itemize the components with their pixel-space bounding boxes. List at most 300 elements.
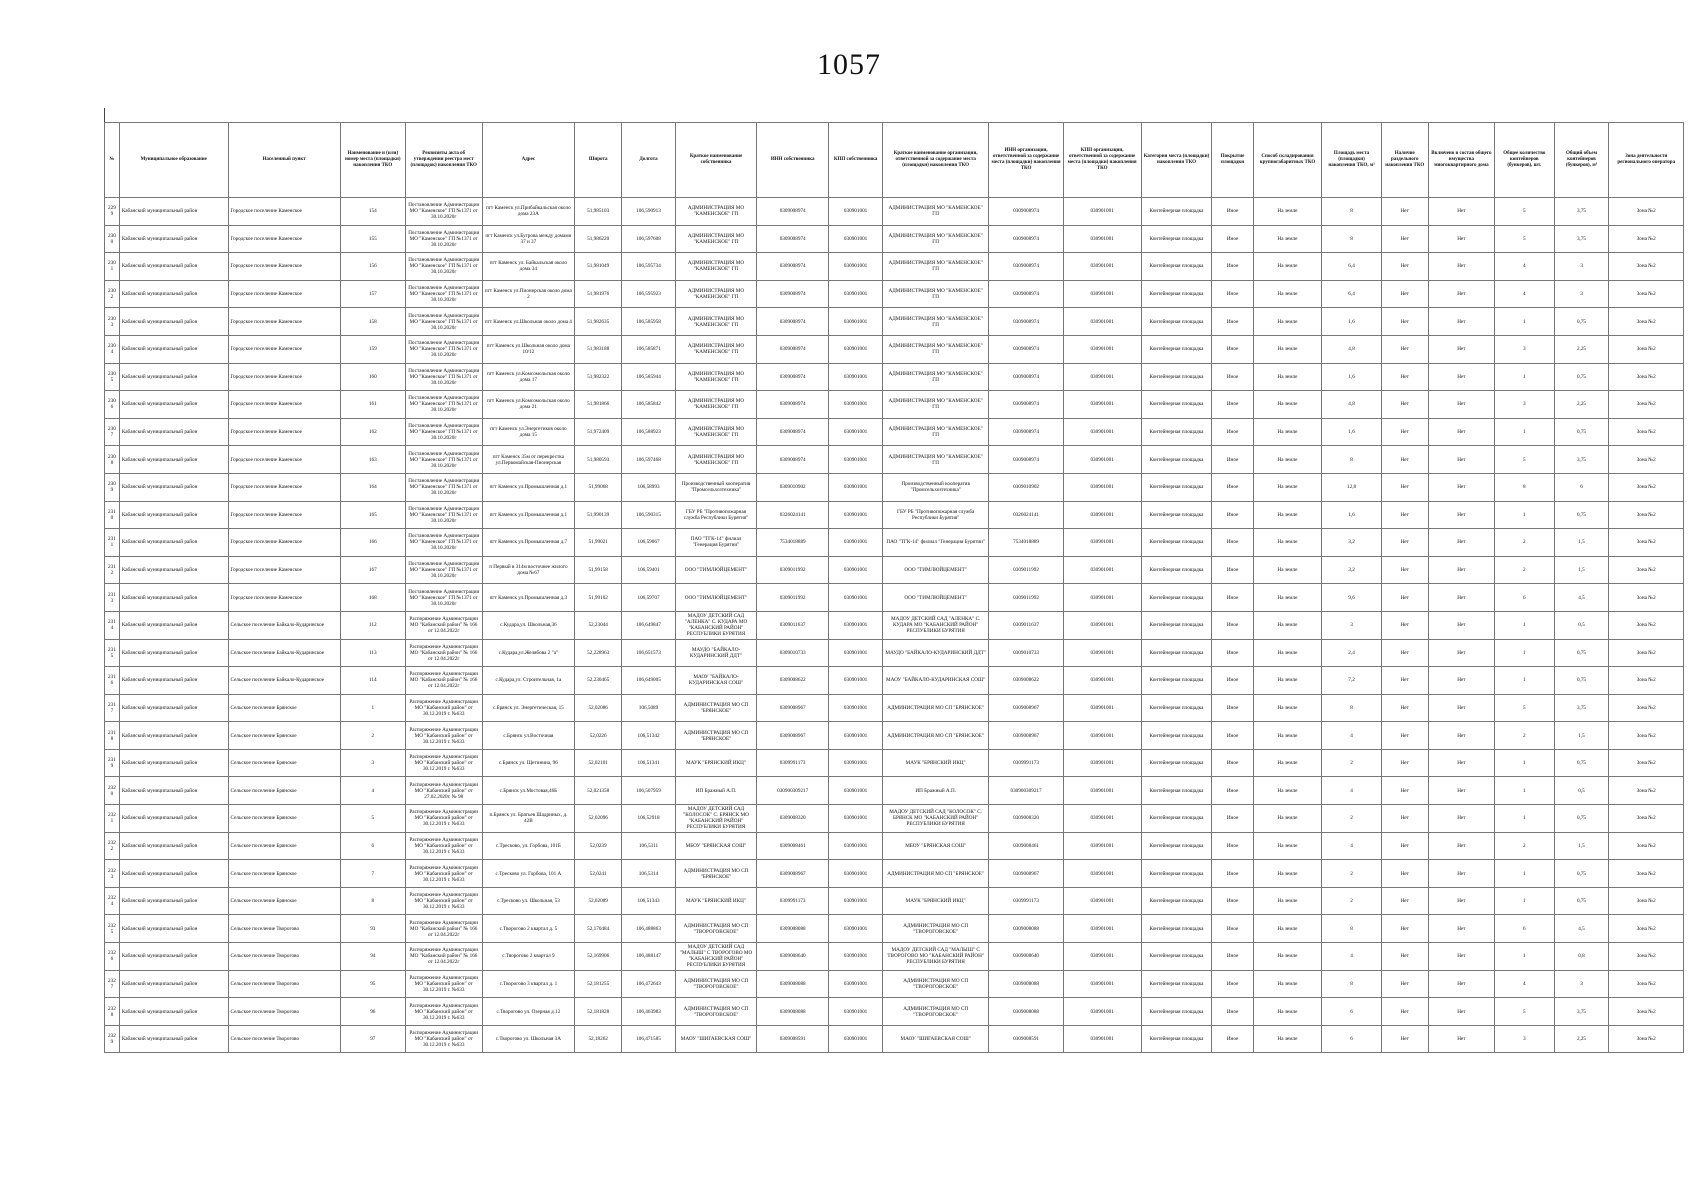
table-cell: Кабанский муниципальный район (119, 832, 228, 860)
table-cell: ООО "ТИМЛЮЙЦЕМЕНТ" (882, 556, 988, 584)
table-cell: 030901001 (829, 501, 883, 529)
table-cell: 2,4 (1322, 639, 1381, 667)
table-cell: 030901001 (829, 970, 883, 998)
table-cell: Постановление Администрации МО "Каменское" ГП №1371 от 30.10.2020г (405, 198, 482, 226)
table-cell: МБОУ "БРЯНСКАЯ СОШ" (675, 832, 756, 860)
table-cell: 106,651573 (622, 639, 676, 667)
table-cell: 1 (1495, 887, 1554, 915)
table-row (105, 970, 1684, 998)
column-header: ИНН организации, ответственной за содержание места (площадки) накопления ТКО (989, 123, 1063, 198)
table-cell: Контейнерная площадка (1141, 860, 1212, 888)
table-cell: Контейнерная площадка (1141, 198, 1212, 226)
table-cell: Зона №2 (1609, 749, 1684, 777)
table-cell: 52,169906 (575, 943, 622, 971)
table-cell: 2328 (105, 998, 120, 1026)
table-cell: 0,75 (1554, 805, 1609, 833)
table-cell: На земле (1253, 915, 1322, 943)
table-cell: Контейнерная площадка (1141, 777, 1212, 805)
table-cell: 106,471585 (622, 1025, 676, 1053)
table-cell: 2314 (105, 611, 120, 639)
table-cell: 106,52918 (622, 805, 676, 833)
table-cell: Иное (1212, 335, 1253, 363)
table-cell: МАОУ "БАЙКАЛО-КУДАРИНСКАЯ СОШ" (882, 667, 988, 695)
table-cell: 030901001 (1063, 198, 1141, 226)
table-cell: Иное (1212, 391, 1253, 419)
table-cell: 030901001 (829, 363, 883, 391)
table-cell: Сельское поселение Творогово (228, 943, 340, 971)
table-cell: 2 (340, 722, 405, 750)
table-cell: 97 (340, 1025, 405, 1053)
table-cell: 030900309217 (989, 777, 1063, 805)
table-cell: МАДОУ ДЕТСКИЙ САД "МАЛЫШ" С ТВОРОГОВО МО "КАБАНСКИЙ РАЙОН" РЕСПУБЛИКИ БУРЯТИЯ (675, 943, 756, 971)
table-cell: АДМИНИСТРАЦИЯ МО "КАМЕНСКОЕ" ГП (882, 280, 988, 308)
table-cell: 1,5 (1554, 556, 1609, 584)
table-cell: АДМИНИСТРАЦИЯ МО "КАМЕНСКОЕ" ГП (675, 335, 756, 363)
table-cell: с.Брянск ул.Восточная (482, 722, 575, 750)
table-row (105, 860, 1684, 888)
table-row (105, 749, 1684, 777)
table-cell: Контейнерная площадка (1141, 998, 1212, 1026)
table-cell: АДМИНИСТРАЦИЯ МО СП "ТВОРОГОВСКОЕ" (675, 915, 756, 943)
table-cell: 030901001 (1063, 998, 1141, 1026)
table-cell: 030901001 (1063, 887, 1141, 915)
table-cell: 0309011992 (989, 584, 1063, 612)
table-cell: МАУДО "БАЙКАЛО-КУДАРИНСКИЙ ДДТ" (882, 639, 988, 667)
table-cell: 0309008967 (757, 722, 829, 750)
table-cell: 2304 (105, 335, 120, 363)
table-cell: Контейнерная площадка (1141, 556, 1212, 584)
table-cell: Сельское поселение Байкало-Кударинское (228, 667, 340, 695)
table-cell: пгт Каменск ул.Школьная около дома 4 (482, 308, 575, 336)
table-cell: МАУК "БРЯНСКИЙ ИКЦ" (675, 887, 756, 915)
table-cell: АДМИНИСТРАЦИЯ МО "КАМЕНСКОЕ" ГП (882, 391, 988, 419)
table-cell: Контейнерная площадка (1141, 335, 1212, 363)
table-cell: На земле (1253, 943, 1322, 971)
table-cell: 0309008461 (989, 832, 1063, 860)
table-cell: 0309008974 (757, 198, 829, 226)
table-cell: На земле (1253, 446, 1322, 474)
table-cell: 0309008622 (757, 667, 829, 695)
table-cell: 3,75 (1554, 694, 1609, 722)
table-cell: 9,6 (1322, 584, 1381, 612)
table-row (105, 1025, 1684, 1053)
table-cell: 106,588923 (622, 418, 676, 446)
table-cell: 52,02086 (575, 694, 622, 722)
table-cell: ООО "ТИМЛЮЙЦЕМЕНТ" (675, 584, 756, 612)
table-cell: Иное (1212, 860, 1253, 888)
table-cell: Городское поселение Каменское (228, 446, 340, 474)
table-cell: 2318 (105, 722, 120, 750)
table-cell: 1 (1495, 501, 1554, 529)
table-cell: МБОУ "БРЯНСКАЯ СОШ" (882, 832, 988, 860)
column-header: Категория места (площадки) накопления ТКО (1141, 123, 1212, 198)
table-cell: Нет (1381, 391, 1428, 419)
table-cell: Кабанский муниципальный район (119, 225, 228, 253)
table-cell: АДМИНИСТРАЦИЯ МО "КАМЕНСКОЕ" ГП (675, 446, 756, 474)
table-cell: Нет (1428, 198, 1494, 226)
table-cell: Нет (1381, 722, 1428, 750)
table-cell: 0309008320 (989, 805, 1063, 833)
table-cell: Нет (1381, 363, 1428, 391)
table-cell: 1 (1495, 611, 1554, 639)
table-cell: 114 (340, 667, 405, 695)
table-cell: пгт Каменск 35м от перекрестка ул.Первомайская-Пионерская (482, 446, 575, 474)
table-cell: Кабанский муниципальный район (119, 280, 228, 308)
table-cell: 8 (340, 887, 405, 915)
table-cell: 7534018889 (757, 529, 829, 557)
table-cell: Сельское поселение Байкало-Кударинское (228, 639, 340, 667)
table-cell: Кабанский муниципальный район (119, 501, 228, 529)
table-cell: Зона №2 (1609, 391, 1684, 419)
table-cell: Распоряжение Администрации МО "Кабанский район" от 30.12.2019 г. №633 (405, 722, 482, 750)
table-cell: 030901001 (1063, 777, 1141, 805)
table-cell: 6 (1495, 915, 1554, 943)
table-row (105, 418, 1684, 446)
table-cell: Нет (1428, 832, 1494, 860)
table-cell: 0309008622 (989, 667, 1063, 695)
table-cell: Зона №2 (1609, 722, 1684, 750)
table-cell: 0309008591 (989, 1025, 1063, 1053)
table-cell: 2323 (105, 860, 120, 888)
table-cell: 0309008974 (989, 418, 1063, 446)
table-cell: 106,488863 (622, 915, 676, 943)
table-cell: 030901001 (829, 225, 883, 253)
table-cell: 030901001 (829, 280, 883, 308)
table-cell: Кабанский муниципальный район (119, 694, 228, 722)
table-cell: Зона №2 (1609, 943, 1684, 971)
table-cell: Зона №2 (1609, 335, 1684, 363)
table-cell: На земле (1253, 832, 1322, 860)
table-cell: 030901001 (1063, 860, 1141, 888)
table-cell: Иное (1212, 556, 1253, 584)
table-cell: Нет (1428, 473, 1494, 501)
table-cell: АДМИНИСТРАЦИЯ МО "КАМЕНСКОЕ" ГП (882, 363, 988, 391)
table-cell: Нет (1381, 887, 1428, 915)
table-cell: 030901001 (829, 777, 883, 805)
table-cell: 2322 (105, 832, 120, 860)
table-cell: 0,75 (1554, 667, 1609, 695)
table-cell: Кабанский муниципальный район (119, 611, 228, 639)
table-cell: 3 (1554, 970, 1609, 998)
table-row (105, 225, 1684, 253)
table-cell: 51,981049 (575, 253, 622, 281)
table-cell: Распоряжение Администрации МО "Кабанский район" от 30.12.2019 г. №633 (405, 998, 482, 1026)
table-cell: 0309011992 (757, 556, 829, 584)
table-cell: пгт Каменск ул.Энергетиков около дома 15 (482, 418, 575, 446)
table-cell: 030901001 (829, 998, 883, 1026)
table-cell: 3,75 (1554, 446, 1609, 474)
table-cell: Контейнерная площадка (1141, 1025, 1212, 1053)
table-cell: Нет (1381, 280, 1428, 308)
table-cell: 2313 (105, 584, 120, 612)
table-cell: 030901001 (829, 805, 883, 833)
table-cell: На земле (1253, 722, 1322, 750)
table-cell: Иное (1212, 363, 1253, 391)
table-cell: Нет (1381, 915, 1428, 943)
table-cell: 030901001 (829, 198, 883, 226)
table-cell: 030901001 (1063, 225, 1141, 253)
table-cell: 106,595923 (622, 280, 676, 308)
table-cell: Кабанский муниципальный район (119, 556, 228, 584)
table-cell: Распоряжение Администрации МО "Кабанский район" от 27.02.2020г. № 98 (405, 777, 482, 805)
table-cell: Иное (1212, 584, 1253, 612)
table-cell: 0309008974 (989, 308, 1063, 336)
table-cell: На земле (1253, 335, 1322, 363)
table-cell: 0309011992 (757, 584, 829, 612)
table-cell: 4 (1322, 943, 1381, 971)
table-cell: Нет (1381, 253, 1428, 281)
table-cell: Постановление Администрации МО "Каменское" ГП №1371 от 30.10.2020г (405, 446, 482, 474)
table-cell: АДМИНИСТРАЦИЯ МО "КАМЕНСКОЕ" ГП (675, 253, 756, 281)
table-cell: 030901001 (1063, 639, 1141, 667)
table-cell: ООО "ТИМЛЮЙЦЕМЕНТ" (882, 584, 988, 612)
table-cell: Иное (1212, 832, 1253, 860)
table-cell: 8 (1322, 225, 1381, 253)
table-cell: 0309008974 (757, 363, 829, 391)
table-cell: 6 (1322, 998, 1381, 1026)
table-cell: ИП Бражный А.П. (675, 777, 756, 805)
table-cell: 164 (340, 473, 405, 501)
table-cell: с.Кудара,ул. Школьная,36 (482, 611, 575, 639)
table-cell: 030901001 (1063, 805, 1141, 833)
table-cell: 0309011992 (989, 556, 1063, 584)
table-cell: 4 (1322, 777, 1381, 805)
table-cell: 106,507959 (622, 777, 676, 805)
table-cell: 51,972409 (575, 418, 622, 446)
table-cell: АДМИНИСТРАЦИЯ МО "КАМЕНСКОЕ" ГП (675, 363, 756, 391)
table-cell: 1,6 (1322, 363, 1381, 391)
table-cell: 93 (340, 915, 405, 943)
table-cell: Кабанский муниципальный район (119, 253, 228, 281)
table-cell: 030901001 (829, 749, 883, 777)
table-cell: 030901001 (829, 418, 883, 446)
table-cell: 112 (340, 611, 405, 639)
table-cell: 6 (1322, 1025, 1381, 1053)
table-cell: 3 (1495, 335, 1554, 363)
table-cell: На земле (1253, 1025, 1322, 1053)
table-cell: Распоряжение Администрации МО "Кабанский район" № 166 от 12.04.2022г (405, 639, 482, 667)
waste-sites-table (104, 122, 1684, 1053)
table-cell: Кабанский муниципальный район (119, 998, 228, 1026)
table-cell: 0309008088 (757, 998, 829, 1026)
table-cell: 8 (1322, 694, 1381, 722)
table-cell: Зона №2 (1609, 473, 1684, 501)
table-cell: 0,5 (1554, 611, 1609, 639)
table-cell: 4 (1495, 970, 1554, 998)
table-cell: с.Творогово ул. Школьная 3А (482, 1025, 575, 1053)
table-cell: Контейнерная площадка (1141, 915, 1212, 943)
table-cell: Зона №2 (1609, 639, 1684, 667)
table-cell: 030901001 (829, 556, 883, 584)
table-row (105, 639, 1684, 667)
table-cell: 030901001 (1063, 280, 1141, 308)
table-cell: На земле (1253, 473, 1322, 501)
table-cell: Кабанский муниципальный район (119, 363, 228, 391)
table-cell: Нет (1428, 391, 1494, 419)
table-cell: На земле (1253, 860, 1322, 888)
table-cell: АДМИНИСТРАЦИЯ МО СП "ТВОРОГОВСКОЕ" (675, 998, 756, 1026)
table-cell: Городское поселение Каменское (228, 391, 340, 419)
table-cell: 51,99021 (575, 529, 622, 557)
table-cell: Иное (1212, 198, 1253, 226)
table-cell: Нет (1381, 446, 1428, 474)
table-cell: 0309008591 (757, 1025, 829, 1053)
table-row (105, 556, 1684, 584)
table-cell: 030901001 (829, 1025, 883, 1053)
column-header: Включено в состав общего имущества многоквартирного дома (1428, 123, 1494, 198)
table-cell: Нет (1428, 335, 1494, 363)
table-cell: 2320 (105, 777, 120, 805)
table-cell: Нет (1381, 694, 1428, 722)
table-cell: Нет (1428, 915, 1494, 943)
table-cell: 0309011637 (757, 611, 829, 639)
table-cell: 030901001 (1063, 335, 1141, 363)
table-cell: Иное (1212, 749, 1253, 777)
table-cell: Кабанский муниципальный район (119, 860, 228, 888)
table-cell: 1,6 (1322, 418, 1381, 446)
table-cell: 1,5 (1554, 832, 1609, 860)
table-cell: АДМИНИСТРАЦИЯ МО "КАМЕНСКОЕ" ГП (882, 198, 988, 226)
table-cell: 2,25 (1554, 335, 1609, 363)
table-cell: Сельское поселение Творогово (228, 970, 340, 998)
table-cell: АДМИНИСТРАЦИЯ МО "КАМЕНСКОЕ" ГП (882, 225, 988, 253)
table-cell: Городское поселение Каменское (228, 253, 340, 281)
table-cell: Контейнерная площадка (1141, 943, 1212, 971)
table-cell: Зона №2 (1609, 694, 1684, 722)
table-cell: 0326024141 (757, 501, 829, 529)
table-cell: Зона №2 (1609, 446, 1684, 474)
table-cell: Иное (1212, 694, 1253, 722)
table-cell: 106,585871 (622, 335, 676, 363)
table-cell: 2319 (105, 749, 120, 777)
table-cell: 3 (1322, 611, 1381, 639)
table-cell: Постановление Администрации МО "Каменское" ГП №1371 от 30.10.2020г (405, 308, 482, 336)
table-cell: 158 (340, 308, 405, 336)
column-header: КПП собственника (829, 123, 883, 198)
table-cell: 106,585944 (622, 363, 676, 391)
table-cell: 7,2 (1322, 667, 1381, 695)
table-cell: 030901001 (1063, 722, 1141, 750)
table-cell: 52,181828 (575, 998, 622, 1026)
table-cell: На земле (1253, 667, 1322, 695)
table-cell: Зона №2 (1609, 418, 1684, 446)
table-cell: 106,595734 (622, 253, 676, 281)
table-cell: 0309010733 (989, 639, 1063, 667)
table-cell: Сельское поселение Брянское (228, 722, 340, 750)
table-cell: Нет (1381, 998, 1428, 1026)
table-cell: 3 (1495, 1025, 1554, 1053)
table-cell: 4,5 (1554, 584, 1609, 612)
table-cell: 52,0226 (575, 722, 622, 750)
column-header: Площадь места (площадки) накопления ТКО, м² (1322, 123, 1381, 198)
table-cell: 030901001 (829, 722, 883, 750)
table-cell: Нет (1428, 363, 1494, 391)
table-cell: Контейнерная площадка (1141, 280, 1212, 308)
table-cell: 106,51342 (622, 722, 676, 750)
table-cell: ИП Бражный А.П. (882, 777, 988, 805)
table-cell: Зона №2 (1609, 915, 1684, 943)
table-cell: 168 (340, 584, 405, 612)
table-cell: 030901001 (1063, 391, 1141, 419)
table-cell: 51,985103 (575, 198, 622, 226)
table-cell: Постановление Администрации МО "Каменское" ГП №1371 от 30.10.2020г (405, 253, 482, 281)
table-cell: 2316 (105, 667, 120, 695)
table-cell: 52,02096 (575, 805, 622, 833)
table-cell: 52,021358 (575, 777, 622, 805)
table-row (105, 253, 1684, 281)
table-cell: Зона №2 (1609, 501, 1684, 529)
table-cell: 3 (1554, 253, 1609, 281)
table-cell: 0309008974 (989, 225, 1063, 253)
table-cell: 51,981976 (575, 280, 622, 308)
table-cell: АДМИНИСТРАЦИЯ МО СП "БРЯНСКОЕ" (882, 860, 988, 888)
table-cell: 0,75 (1554, 363, 1609, 391)
table-cell: Нет (1381, 198, 1428, 226)
table-cell: Городское поселение Каменское (228, 556, 340, 584)
table-cell: 030901001 (829, 694, 883, 722)
table-cell: Кабанский муниципальный район (119, 529, 228, 557)
table-cell: 2308 (105, 446, 120, 474)
table-cell: 2300 (105, 225, 120, 253)
table-cell: АДМИНИСТРАЦИЯ МО "КАМЕНСКОЕ" ГП (675, 418, 756, 446)
table-cell: 030901001 (829, 667, 883, 695)
table-cell: 0309991173 (989, 749, 1063, 777)
table-cell: 8 (1495, 473, 1554, 501)
table-cell: Иное (1212, 777, 1253, 805)
table-cell: Нет (1381, 970, 1428, 998)
table-cell: Сельское поселение Брянское (228, 749, 340, 777)
table-cell: 154 (340, 198, 405, 226)
table-cell: Сельское поселение Байкало-Кударинское (228, 611, 340, 639)
table-cell: 1 (1495, 308, 1554, 336)
table-row (105, 694, 1684, 722)
table-cell: 3 (1554, 280, 1609, 308)
table-cell: Постановление Администрации МО "Каменское" ГП №1371 от 30.10.2020г (405, 280, 482, 308)
table-cell: Кабанский муниципальный район (119, 667, 228, 695)
table-cell: 106,585958 (622, 308, 676, 336)
table-cell: На земле (1253, 391, 1322, 419)
table-cell: 0309008967 (757, 694, 829, 722)
table-cell: 030901001 (829, 308, 883, 336)
table-cell: АДМИНИСТРАЦИЯ МО "КАМЕНСКОЕ" ГП (882, 446, 988, 474)
table-cell: 1 (1495, 749, 1554, 777)
table-cell: Контейнерная площадка (1141, 225, 1212, 253)
table-cell: На земле (1253, 529, 1322, 557)
table-cell: 030901001 (829, 887, 883, 915)
table-cell: 0,75 (1554, 860, 1609, 888)
table-cell: 4,5 (1554, 915, 1609, 943)
table-cell: 1 (1495, 777, 1554, 805)
table-cell: 030901001 (1063, 253, 1141, 281)
table-cell: 6,4 (1322, 280, 1381, 308)
table-cell: Зона №2 (1609, 1025, 1684, 1053)
table-cell: с.Творогово 3 квартал д. 1 (482, 970, 575, 998)
table-cell: На земле (1253, 225, 1322, 253)
table-cell: АДМИНИСТРАЦИЯ МО "КАМЕНСКОЕ" ГП (882, 335, 988, 363)
table-cell: АДМИНИСТРАЦИЯ МО "КАМЕНСКОЕ" ГП (882, 308, 988, 336)
table-cell: 0309008640 (989, 943, 1063, 971)
table-cell: 2 (1322, 887, 1381, 915)
table-cell: 8 (1322, 198, 1381, 226)
table-cell: Контейнерная площадка (1141, 446, 1212, 474)
table-cell: На земле (1253, 253, 1322, 281)
table-cell: Распоряжение Администрации МО "Кабанский район" от 30.12.2019 г. №633 (405, 1025, 482, 1053)
table-cell: 2 (1495, 832, 1554, 860)
table-cell: пгт Каменск ул.Комсомольская около дома 17 (482, 363, 575, 391)
table-cell: Нет (1381, 584, 1428, 612)
table-cell: 0309991173 (989, 887, 1063, 915)
table-cell: с.Творогово 2 квартал д. 5 (482, 915, 575, 943)
